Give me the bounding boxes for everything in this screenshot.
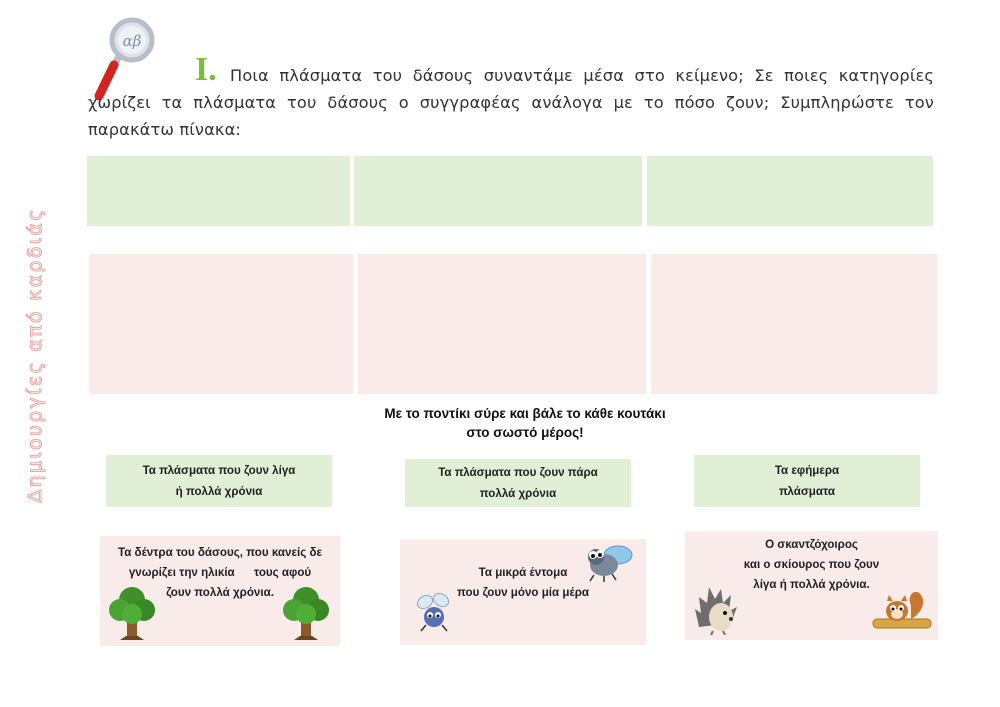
item-card-line: ζουν πολλά χρόνια. — [166, 586, 274, 599]
category-drop-zone-1[interactable] — [87, 156, 350, 226]
item-card-line: Τα μικρά έντομα — [478, 566, 568, 579]
fly-icon — [582, 541, 634, 583]
question-number: I. — [195, 51, 217, 88]
squirrel-icon — [871, 589, 933, 635]
svg-text:αβ: αβ — [122, 32, 142, 50]
category-card-line: ή πολλά χρόνια — [175, 485, 263, 498]
item-card-line: και ο σκίουρος που ζουν — [743, 558, 880, 571]
category-card-line: Τα πλάσματα που ζουν πάρα — [438, 466, 598, 479]
instruction-line-1: Με το ποντίκι σύρε και βάλε το κάθε κουτάκι — [384, 406, 666, 421]
category-card-few-or-many-years[interactable] — [106, 455, 332, 507]
item-card-line: Τα δέντρα του δάσους, που κανείς δε — [117, 546, 323, 559]
question-text: Ποια πλάσματα του δάσους συναντάμε μέσα στο κείμενο; Σε ποιες κατηγορίες χωρίζει τα πλάσματα του δάσους ο συγγραφέας ανάλογα με το πόσο ζουν; Συμπληρώστε τον παρακάτω πίνακα: — [88, 66, 934, 139]
category-card-line: πολλά χρόνια — [479, 487, 557, 500]
item-drop-zone-2[interactable] — [358, 254, 646, 394]
category-card-line: πλάσματα — [778, 485, 835, 498]
item-card-hedgehog-squirrel[interactable] — [685, 531, 938, 640]
hedgehog-icon — [693, 583, 741, 635]
category-drop-zone-3[interactable] — [647, 156, 933, 226]
item-card-line: που ζουν μόνο μία μέρα — [456, 586, 589, 599]
category-card-line: Τα εφήμερα — [774, 464, 840, 477]
item-card-small-insects[interactable] — [400, 539, 646, 645]
tree-icon — [108, 584, 156, 642]
item-card-line: Ο σκαντζόχοιρος — [765, 538, 858, 551]
gnat-icon — [414, 591, 456, 633]
side-watermark-text: Δημιουργίες από καρδιάς — [24, 207, 46, 503]
category-drop-zone-2[interactable] — [354, 156, 642, 226]
item-card-line: γνωρίζει την ηλικία τους αφού — [128, 566, 312, 579]
item-drop-zone-3[interactable] — [651, 254, 937, 394]
instruction-text — [330, 404, 720, 442]
category-card-ephemeral[interactable] — [694, 455, 920, 507]
item-drop-zone-1[interactable] — [89, 254, 353, 394]
item-card-line: λίγα ή πολλά χρόνια. — [753, 578, 870, 591]
tree-icon — [282, 584, 330, 642]
category-card-very-many-years[interactable] — [405, 459, 631, 507]
category-card-line: Τα πλάσματα που ζουν λίγα — [142, 464, 296, 477]
item-card-trees[interactable] — [100, 536, 340, 646]
side-watermark — [22, 170, 48, 540]
instruction-line-2: στο σωστό μέρος! — [466, 425, 584, 440]
